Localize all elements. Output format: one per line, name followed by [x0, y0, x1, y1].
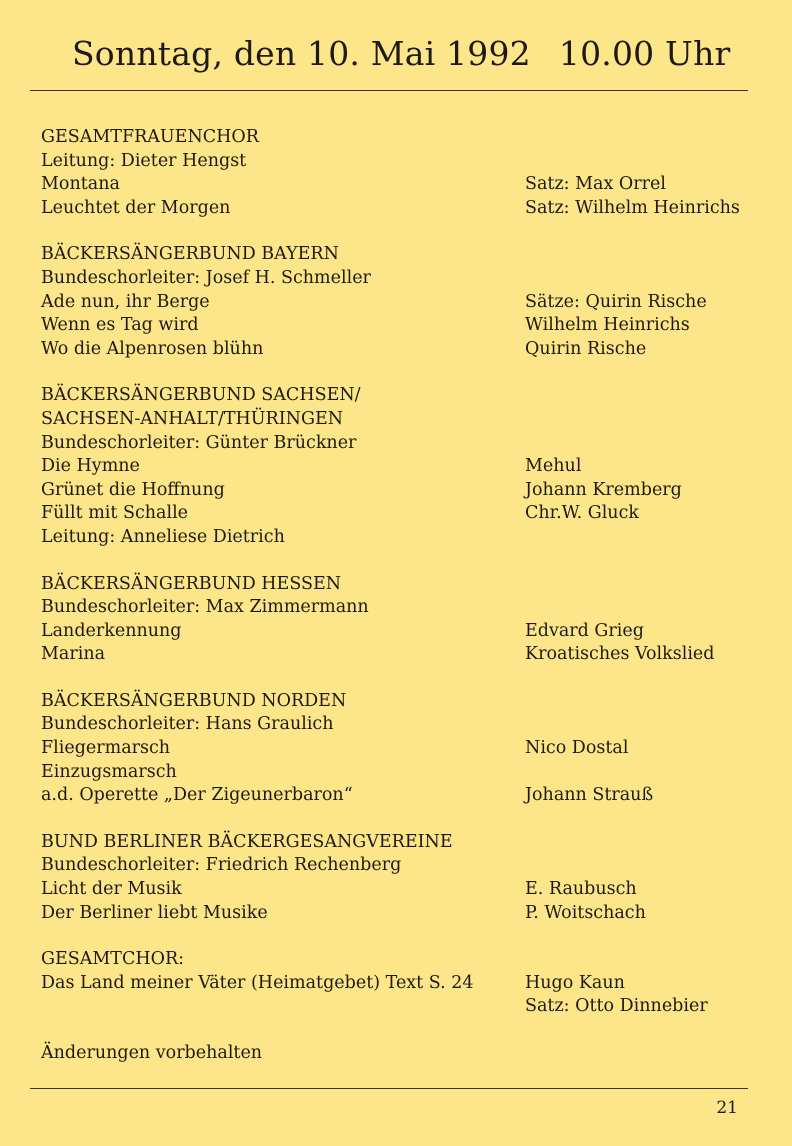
piece-title — [41, 995, 525, 1019]
composer-credit — [525, 408, 761, 432]
composer-credit — [525, 690, 761, 714]
program-row — [41, 596, 761, 620]
composer-credit — [525, 854, 761, 878]
composer-credit: Satz: Max Orrel — [525, 174, 666, 195]
piece-title: GESAMTFRAUENCHOR — [41, 127, 259, 147]
program-row — [41, 479, 761, 503]
piece-title: Bundeschorleiter: Hans Graulich — [41, 714, 334, 735]
program-section — [41, 831, 761, 925]
piece-title: Der Berliner liebt Musike — [41, 902, 268, 923]
composer-credit: P. Woitschach — [525, 902, 646, 923]
piece-title: Grünet die Hoffnung — [41, 479, 225, 500]
composer-credit — [525, 831, 761, 855]
composer-credit — [525, 267, 761, 291]
piece-title: Marina — [41, 644, 106, 665]
program-row — [41, 620, 761, 644]
program-row — [41, 291, 761, 315]
piece-title: BÄCKERSÄNGERBUND NORDEN — [41, 690, 347, 711]
program-section — [41, 573, 761, 667]
changes-note: Änderungen vorbehalten — [41, 1043, 263, 1063]
program-row — [41, 126, 761, 150]
piece-title: BÄCKERSÄNGERBUND HESSEN — [41, 573, 342, 594]
piece-title: Leitung: Dieter Hengst — [41, 150, 247, 171]
piece-title: BÄCKERSÄNGERBUND BAYERN — [41, 244, 339, 265]
composer-credit: Edvard Grieg — [525, 620, 644, 641]
piece-title: Bundeschorleiter: Günter Brückner — [41, 432, 357, 453]
program-row — [41, 243, 761, 267]
composer-credit — [525, 596, 761, 620]
program-row — [41, 713, 761, 737]
piece-title: Einzugsmarsch — [41, 761, 177, 782]
piece-title: Licht der Musik — [41, 879, 182, 900]
program-row — [41, 455, 761, 479]
page-number: 21 — [716, 1098, 738, 1118]
piece-title: Montana — [41, 174, 120, 195]
piece-title: Landerkennung — [41, 620, 182, 641]
piece-title: GESAMTCHOR: — [41, 949, 185, 970]
program-row — [41, 878, 761, 902]
program-row — [41, 737, 761, 761]
program-row — [41, 573, 761, 597]
program-row — [41, 784, 761, 808]
composer-credit: Wilhelm Heinrichs — [525, 315, 690, 336]
piece-title: Bundeschorleiter: Max Zimmermann — [41, 597, 369, 618]
program-row — [41, 902, 761, 926]
composer-credit: Quirin Rische — [525, 338, 647, 359]
program-row — [41, 173, 761, 197]
composer-credit: Satz: Otto Dinnebier — [525, 996, 708, 1017]
top-divider — [30, 90, 748, 91]
composer-credit: Mehul — [525, 456, 582, 477]
composer-credit — [525, 384, 761, 408]
composer-credit — [525, 526, 761, 550]
composer-credit — [525, 713, 761, 737]
program-row — [41, 150, 761, 174]
composer-credit: Nico Dostal — [525, 738, 629, 759]
program-section — [41, 126, 761, 220]
composer-credit: Johann Strauß — [525, 785, 654, 806]
program-section — [41, 243, 761, 361]
piece-title: Leitung: Anneliese Dietrich — [41, 526, 285, 547]
composer-credit — [525, 432, 761, 456]
program-row — [41, 995, 761, 1019]
program-row — [41, 643, 761, 667]
program-row — [41, 338, 761, 362]
composer-credit — [525, 948, 761, 972]
bottom-divider — [30, 1088, 748, 1089]
program-row — [41, 526, 761, 550]
program-row — [41, 972, 761, 996]
piece-title: Das Land meiner Väter (Heimatgebet) Text S. 24 — [41, 972, 474, 993]
piece-title: Wenn es Tag wird — [41, 315, 199, 336]
event-time: 10.00 Uhr — [558, 34, 731, 73]
composer-credit: Chr.W. Gluck — [525, 503, 639, 524]
program-row — [41, 690, 761, 714]
composer-credit — [525, 573, 761, 597]
program-row — [41, 384, 761, 408]
piece-title: BUND BERLINER BÄCKERGESANGVEREINE — [41, 831, 453, 852]
piece-title: Füllt mit Schalle — [41, 503, 189, 524]
piece-title: Die Hymne — [41, 456, 140, 477]
page-title — [72, 34, 731, 73]
composer-credit: Johann Kremberg — [525, 479, 682, 500]
composer-credit — [525, 243, 761, 267]
piece-title: Leuchtet der Morgen — [41, 197, 231, 218]
program-row — [41, 408, 761, 432]
event-date: Sonntag, den 10. Mai 1992 — [72, 34, 531, 73]
program-section — [41, 384, 761, 549]
piece-title: a.d. Operette „Der Zigeunerbaron“ — [41, 785, 353, 806]
program-list — [41, 126, 761, 1066]
program-row — [41, 831, 761, 855]
piece-title: Wo die Alpenrosen blühn — [41, 338, 264, 359]
composer-credit: Kroatisches Volkslied — [525, 644, 715, 665]
program-row — [41, 502, 761, 526]
piece-title: Ade nun, ihr Berge — [41, 291, 210, 312]
program-row — [41, 197, 761, 221]
piece-title: Bundeschorleiter: Friedrich Rechenberg — [41, 855, 402, 876]
piece-title: SACHSEN-ANHALT/THÜRINGEN — [41, 408, 344, 429]
program-row — [41, 314, 761, 338]
program-row — [41, 432, 761, 456]
composer-credit — [525, 126, 761, 150]
composer-credit — [525, 150, 761, 174]
piece-title: Fliegermarsch — [41, 738, 171, 759]
program-row — [41, 267, 761, 291]
program-row — [41, 854, 761, 878]
program-row — [41, 948, 761, 972]
composer-credit — [525, 761, 761, 785]
program-section — [41, 948, 761, 1019]
program-row — [41, 761, 761, 785]
composer-credit: Hugo Kaun — [525, 972, 625, 993]
composer-credit: Satz: Wilhelm Heinrichs — [525, 197, 740, 218]
composer-credit: Sätze: Quirin Rische — [525, 291, 707, 312]
piece-title: BÄCKERSÄNGERBUND SACHSEN/ — [41, 385, 361, 406]
composer-credit: E. Raubusch — [525, 879, 637, 900]
piece-title: Bundeschorleiter: Josef H. Schmeller — [41, 267, 371, 288]
program-section — [41, 690, 761, 808]
